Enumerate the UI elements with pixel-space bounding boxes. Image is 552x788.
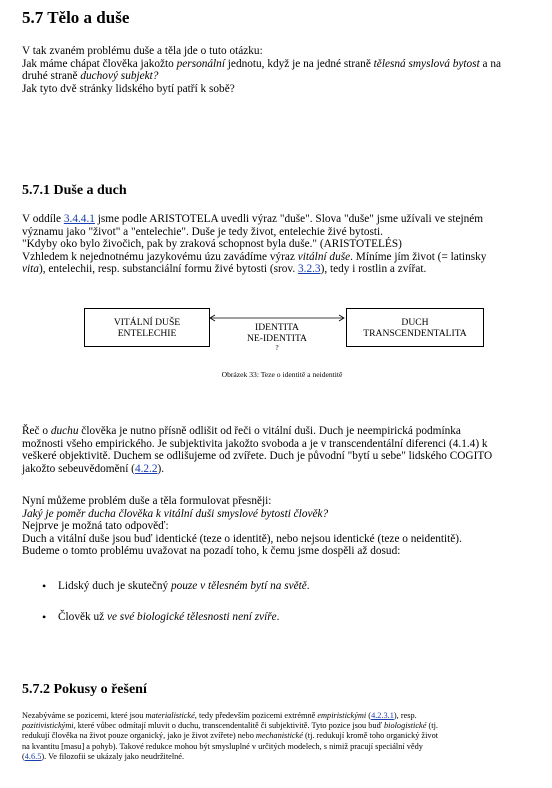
intro-paragraph: [22, 45, 542, 95]
text-line: jakožto sebeuvědomění (4.2.2).: [22, 462, 165, 475]
text-line: Budeme o tomto problému uvažovat na pozadí toho, k čemu jsme dospěli až dosud:: [22, 545, 401, 558]
text-line: V tak zvaném problému duše a těla jde o tuto otázku:: [22, 45, 263, 57]
identity-labels: IDENTITA NE-IDENTITA ?: [247, 322, 307, 352]
duch-box: DUCH TRANSCENDENTALITA: [346, 308, 484, 347]
duch-paragraph: [22, 425, 542, 475]
text-line: veškeré objektivitě. Duchem se odlišujeme od zvířete. Duch je původní "bytí u sebe" lidského COGITO: [22, 450, 493, 463]
text-line: Nezabýváme se pozicemi, které jsou materialistické, tedy především pozicemi extrémně empiristickými (4.2.3.1), resp.: [22, 711, 417, 720]
text-line: V oddíle 3.4.4.1 jsme podle ARISTOTELA uvedli výraz "duše". Slova "duše" jsme užívali ve stejném: [22, 213, 484, 225]
cross-reference-link[interactable]: 4.2.3.1: [371, 711, 394, 720]
list-item: • Lidský duch je skutečný pouze v tělesném bytí na světě.: [42, 580, 310, 592]
text-line: na kvantitu [masu] a pohyb). Takové redukce mohou být smysluplné v určitých modelech, s nimiž pracují speciální vědy: [22, 741, 423, 751]
text-line: Jak tyto dvě stránky lidského bytí patří k sobě?: [22, 82, 235, 95]
thesis-list: [42, 580, 310, 623]
text-line: redukují člověka na život pouze organický, jako je život zvířete) nebo mechanistické (tj. redukují kromě toho organický život: [22, 731, 439, 741]
section-title: 5.7 Tělo a duše: [22, 8, 130, 27]
cross-reference-link[interactable]: 3.2.3: [297, 263, 321, 276]
text-line: pozitivistickými, které vůbec odmítají mluvit o duchu, transcendentalitě či subjektivitě. Tyto pozice jsou buď biologistické (tj.: [22, 721, 438, 731]
text-line: Jak máme chápat člověka jakožto personální jednotu, když je na jedné straně tělesná smyslová bytost a na: [22, 57, 502, 70]
duse-a-duch-paragraph: [22, 213, 542, 276]
text-line: možnosti všeho empirického. Je subjektivita jakožto svoboda a je v transcendentální diferenci (4.1.4) k: [22, 437, 488, 450]
text-line: druhé straně duchový subjekt?: [22, 70, 159, 83]
subsection-title-1: 5.7.1 Duše a duch: [22, 183, 127, 198]
list-item: • Člověk už ve své biologické tělesnosti není zvíře.: [42, 611, 310, 623]
problem-paragraph: [22, 495, 542, 558]
cross-reference-link[interactable]: 3.4.4.1: [63, 213, 95, 225]
reseni-paragraph: [22, 711, 542, 762]
text-line: "Kdyby oko bylo živočich, pak by zraková schopnost byla duše." (ARISTOTELÉS): [22, 238, 402, 251]
cross-reference-link[interactable]: 4.6.5: [24, 751, 42, 761]
text-line: významu jako "život" a "entelechie". Duše je tedy život, entelechie živé bytosti.: [22, 225, 383, 238]
text-line: Nejprve je možná tato odpověď:: [22, 520, 169, 533]
text-line: vita), entelechii, resp. substanciální formu živé bytosti (srov. 3.2.3), tedy i rostlin a zvířat.: [22, 263, 427, 276]
text-line: Nyní můžeme problém duše a těla formulovat přesněji:: [22, 495, 272, 507]
text-line: Duch a vitální duše jsou buď identické (teze o identitě), nebo nejsou identické (teze o neidentitě).: [22, 532, 462, 545]
text-line: (4.6.5). Ve filozofii se ukázaly jako neudržitelné.: [22, 751, 185, 761]
subsection-title-2: 5.7.2 Pokusy o řešení: [22, 682, 147, 697]
figure-caption: Obrázek 33: Teze o identitě a neidentitě: [221, 370, 343, 379]
text-line: Řeč o duchu člověka je nutno přísně odlišit od řeči o vitální duši. Duch je neempirická podmínka: [22, 425, 461, 437]
vitalni-duse-box: VITÁLNÍ DUŠE ENTELECHIE: [84, 308, 210, 347]
text-line: Vzhledem k nejednotnému jazykovému úzu zavádíme výraz vitální duše. Míníme jím život (= latinsky: [22, 250, 487, 263]
cross-reference-link[interactable]: 4.2.2: [134, 462, 158, 475]
text-line: Jaký je poměr ducha člověka k vitální duši smyslové bytosti člověk?: [22, 507, 329, 520]
